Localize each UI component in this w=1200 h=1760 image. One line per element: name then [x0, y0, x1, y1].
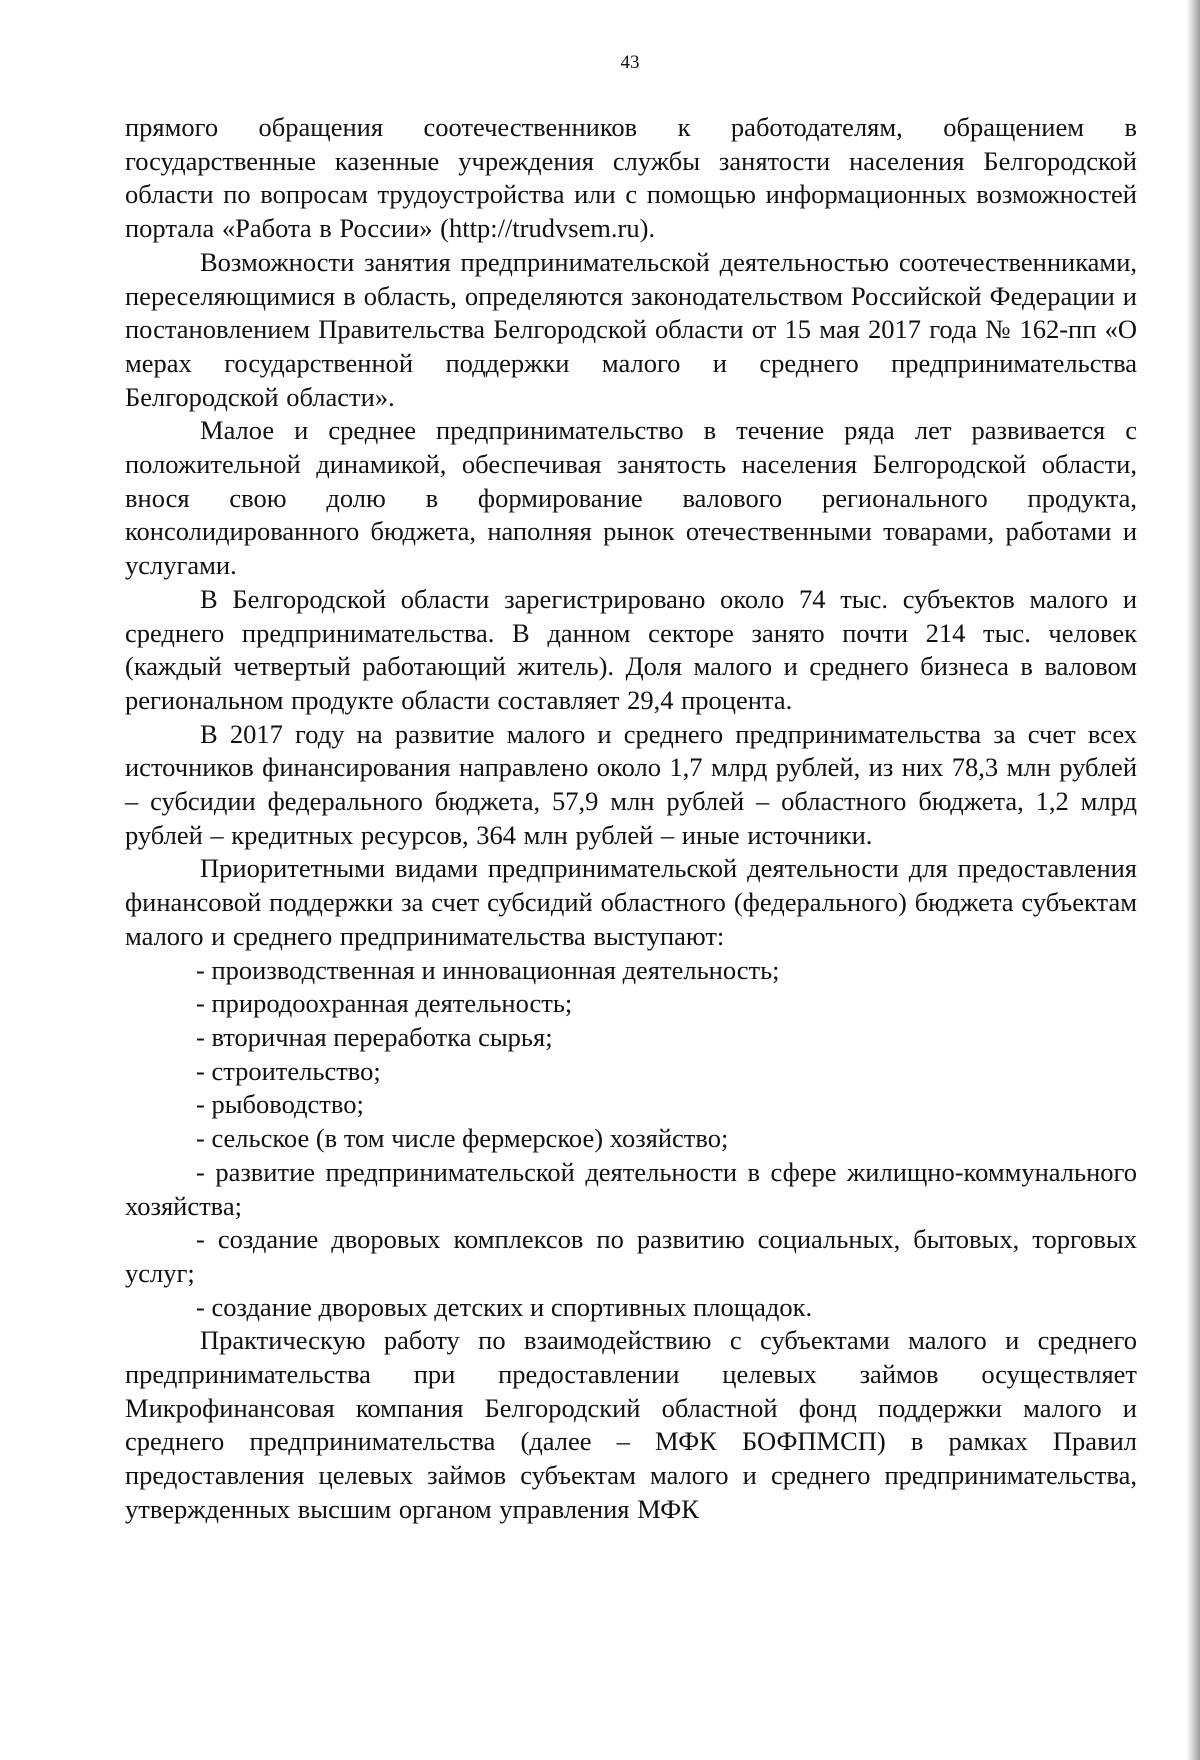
paragraph-sme-statistics: В Белгородской области зарегистрировано около 74 тыс. субъектов малого и среднего предпринимательства. В данном секторе занято почти 214 тыс. человек (каждый четвертый работающий житель). Доля малого и среднего бизнеса в валовом региональном продукте области составляет 29,4 процента. — [125, 583, 1137, 715]
paragraph-continuation: прямого обращения соотечественников к работодателям, обращением в государственные казенные учреждения службы занятости населения Белгородской области по вопросам трудоустройства или с помощью информационных возможностей портала «Работа в России» (http://trudvsem.ru). — [125, 112, 1137, 244]
list-item: - природоохранная деятельность; — [125, 987, 1137, 1021]
document-body — [125, 111, 1137, 1527]
page-number: 43 — [620, 52, 640, 73]
paragraph-priority-intro: Приоритетными видами предпринимательской деятельности для предоставления финансовой поддержки за счет субсидий областного (федерального) бюджета субъектам малого и среднего предпринимательства выступают: — [125, 853, 1137, 951]
list-item: - производственная и инновационная деятельность; — [125, 954, 1137, 988]
list-item: - развитие предпринимательской деятельности в сфере жилищно-коммунального хозяйства; — [125, 1156, 1137, 1223]
paragraph-funding-2017: В 2017 году на развитие малого и среднего предпринимательства за счет всех источников финансирования направлено около 1,7 млрд рублей, из них 78,3 млн рублей – субсидии федерального бюджета, 57,9 млн рублей – областного бюджета, 1,2 млрд рублей – кредитных ресурсов, 364 млн рублей – иные источники. — [125, 718, 1137, 850]
list-item: - создание дворовых комплексов по развитию социальных, бытовых, торговых услуг; — [125, 1223, 1137, 1290]
paragraph-entrepreneurship-opportunities: Возможности занятия предпринимательской деятельностью соотечественниками, переселяющимися в область, определяются законодательством Российской Федерации и постановлением Правительства Белгородской области от 15 мая 2017 года № 162-пп «О мерах государственной поддержки малого и среднего предпринимательства Белгородской области». — [125, 246, 1137, 412]
list-item: - сельское (в том числе фермерское) хозяйство; — [125, 1122, 1137, 1156]
list-item: - рыбоводство; — [125, 1088, 1137, 1122]
paragraph-microfinance: Практическую работу по взаимодействию с субъектами малого и среднего предпринимательства при предоставлении целевых займов осуществляет Микрофинансовая компания Белгородский областной фонд поддержки малого и среднего предпринимательства (далее – МФК БОФПМСП) в рамках Правил предоставления целевых займов субъектам малого и среднего предпринимательства, утвержденных высшим органом управления МФК — [125, 1325, 1137, 1524]
page-edge-shadow — [1186, 0, 1200, 1760]
paragraph-sme-dynamics: Малое и среднее предпринимательство в течение ряда лет развивается с положительной динамикой, обеспечивая занятость населения Белгородской области, внося свою долю в формирование валового регионального продукта, консолидированного бюджета, наполняя рынок отечественными товарами, работами и услугами. — [125, 415, 1137, 581]
list-item: - вторичная переработка сырья; — [125, 1021, 1137, 1055]
list-item: - создание дворовых детских и спортивных площадок. — [125, 1291, 1137, 1325]
list-item: - строительство; — [125, 1055, 1137, 1089]
priority-list — [125, 954, 1137, 1325]
